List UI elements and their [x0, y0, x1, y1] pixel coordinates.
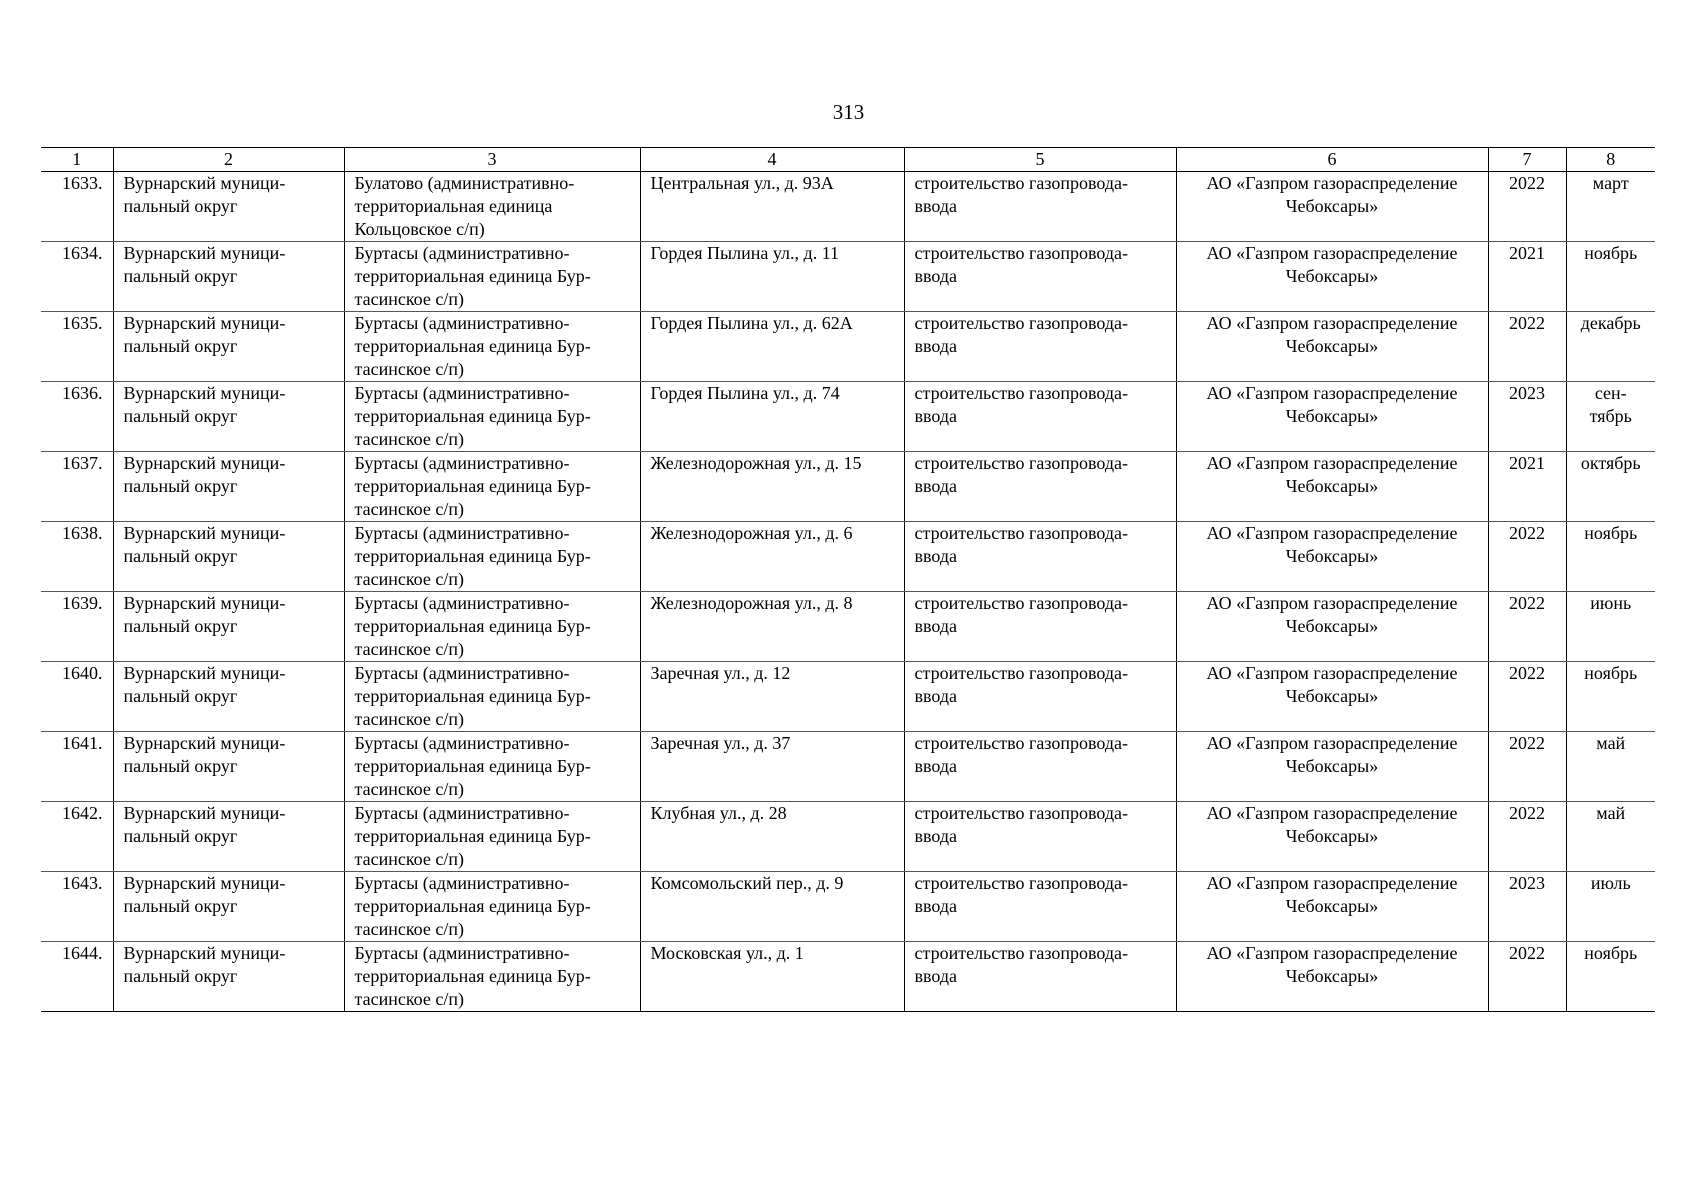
organization-cell-line: АО «Газпром газораспределение	[1206, 803, 1458, 823]
work-type-cell	[904, 942, 1176, 1012]
work-type-cell-line: строительство газопровода-	[914, 943, 1128, 963]
work-type-cell-line: ввода	[914, 896, 958, 916]
work-type-cell	[904, 732, 1176, 802]
work-type-cell-line: ввода	[914, 686, 958, 706]
year-cell: 2022	[1488, 802, 1566, 872]
settlement-cell	[344, 382, 640, 452]
address-cell: Железнодорожная ул., д. 6	[640, 522, 904, 592]
month-cell	[1566, 942, 1655, 1012]
organization-cell	[1176, 592, 1488, 662]
table-row	[41, 872, 1655, 942]
settlement-cell	[344, 522, 640, 592]
organization-cell	[1176, 382, 1488, 452]
organization-cell-line: АО «Газпром газораспределение	[1206, 453, 1458, 473]
work-type-cell	[904, 592, 1176, 662]
district-cell	[113, 802, 344, 872]
month-cell	[1566, 522, 1655, 592]
district-cell-line: пальный округ	[123, 476, 238, 496]
work-type-cell	[904, 382, 1176, 452]
settlement-cell-line: Булатово (административно-	[354, 173, 575, 193]
work-type-cell	[904, 522, 1176, 592]
column-header-4: 4	[640, 148, 904, 172]
organization-cell-line: АО «Газпром газораспределение	[1206, 873, 1458, 893]
organization-cell	[1176, 802, 1488, 872]
work-type-cell-line: ввода	[914, 476, 958, 496]
table-row	[41, 942, 1655, 1012]
organization-cell-line: Чебоксары»	[1285, 756, 1379, 776]
organization-cell-line: Чебоксары»	[1285, 546, 1379, 566]
work-type-cell	[904, 242, 1176, 312]
work-type-cell-line: строительство газопровода-	[914, 663, 1128, 683]
month-cell-line: тябрь	[1589, 406, 1632, 426]
district-cell-line: пальный округ	[123, 336, 238, 356]
organization-cell-line: Чебоксары»	[1285, 406, 1379, 426]
work-type-cell-line: ввода	[914, 336, 958, 356]
work-type-cell	[904, 802, 1176, 872]
settlement-cell-line: тасинское с/п)	[354, 499, 464, 519]
settlement-cell-line: тасинское с/п)	[354, 429, 464, 449]
district-cell	[113, 942, 344, 1012]
work-type-cell-line: ввода	[914, 826, 958, 846]
month-cell	[1566, 662, 1655, 732]
header-row	[41, 148, 1655, 172]
row-number-cell: 1634.	[41, 242, 113, 312]
work-type-cell-line: строительство газопровода-	[914, 453, 1128, 473]
table-row	[41, 522, 1655, 592]
organization-cell	[1176, 872, 1488, 942]
month-cell	[1566, 312, 1655, 382]
work-type-cell-line: ввода	[914, 966, 958, 986]
district-cell	[113, 312, 344, 382]
settlement-cell-line: территориальная единица Бур-	[354, 826, 591, 846]
settlement-cell-line: территориальная единица Бур-	[354, 686, 591, 706]
table-row	[41, 592, 1655, 662]
district-cell	[113, 872, 344, 942]
work-type-cell-line: строительство газопровода-	[914, 243, 1128, 263]
organization-cell-line: АО «Газпром газораспределение	[1206, 943, 1458, 963]
month-cell-line: декабрь	[1580, 313, 1641, 333]
organization-cell-line: Чебоксары»	[1285, 896, 1379, 916]
settlement-cell-line: территориальная единица	[354, 196, 553, 216]
work-type-cell	[904, 312, 1176, 382]
month-cell-line: июнь	[1590, 593, 1632, 613]
address-cell: Железнодорожная ул., д. 8	[640, 592, 904, 662]
year-cell: 2022	[1488, 592, 1566, 662]
district-cell-line: Вурнарский муници-	[123, 173, 286, 193]
row-number-cell: 1644.	[41, 942, 113, 1012]
organization-cell-line: Чебоксары»	[1285, 336, 1379, 356]
address-cell: Заречная ул., д. 37	[640, 732, 904, 802]
organization-cell-line: Чебоксары»	[1285, 476, 1379, 496]
row-number-cell: 1643.	[41, 872, 113, 942]
table-row	[41, 732, 1655, 802]
organization-cell-line: АО «Газпром газораспределение	[1206, 313, 1458, 333]
row-number-cell: 1642.	[41, 802, 113, 872]
settlement-cell	[344, 942, 640, 1012]
work-type-cell-line: ввода	[914, 196, 958, 216]
month-cell	[1566, 242, 1655, 312]
settlement-cell-line: Кольцовское с/п)	[354, 219, 485, 239]
work-type-cell	[904, 452, 1176, 522]
organization-cell-line: Чебоксары»	[1285, 266, 1379, 286]
settlement-cell	[344, 802, 640, 872]
organization-cell	[1176, 732, 1488, 802]
month-cell-line: ноябрь	[1584, 243, 1638, 263]
table-body	[41, 172, 1655, 1012]
month-cell-line: ноябрь	[1584, 523, 1638, 543]
work-type-cell-line: ввода	[914, 616, 958, 636]
settlement-cell-line: тасинское с/п)	[354, 359, 464, 379]
organization-cell	[1176, 452, 1488, 522]
row-number-cell: 1641.	[41, 732, 113, 802]
settlement-cell	[344, 732, 640, 802]
district-cell-line: Вурнарский муници-	[123, 523, 286, 543]
month-cell-line: сен-	[1594, 383, 1627, 403]
organization-cell-line: АО «Газпром газораспределение	[1206, 243, 1458, 263]
address-cell: Комсомольский пер., д. 9	[640, 872, 904, 942]
address-cell: Железнодорожная ул., д. 15	[640, 452, 904, 522]
month-cell	[1566, 802, 1655, 872]
work-type-cell-line: ввода	[914, 266, 958, 286]
table-row	[41, 662, 1655, 732]
settlement-cell-line: территориальная единица Бур-	[354, 546, 591, 566]
column-header-6: 6	[1176, 148, 1488, 172]
work-type-cell-line: строительство газопровода-	[914, 313, 1128, 333]
organization-cell-line: Чебоксары»	[1285, 686, 1379, 706]
address-cell: Центральная ул., д. 93А	[640, 172, 904, 242]
settlement-cell-line: Буртасы (административно-	[354, 593, 570, 613]
month-cell-line: ноябрь	[1584, 663, 1638, 683]
work-type-cell-line: ввода	[914, 546, 958, 566]
district-cell-line: пальный округ	[123, 686, 238, 706]
settlement-cell-line: Буртасы (административно-	[354, 313, 570, 333]
address-cell: Московская ул., д. 1	[640, 942, 904, 1012]
district-cell	[113, 662, 344, 732]
registry-table	[41, 147, 1655, 1012]
month-cell-line: май	[1596, 733, 1626, 753]
work-type-cell-line: строительство газопровода-	[914, 523, 1128, 543]
settlement-cell-line: тасинское с/п)	[354, 289, 464, 309]
district-cell-line: пальный округ	[123, 826, 238, 846]
settlement-cell-line: Буртасы (административно-	[354, 383, 570, 403]
work-type-cell-line: строительство газопровода-	[914, 593, 1128, 613]
year-cell: 2021	[1488, 452, 1566, 522]
column-header-5: 5	[904, 148, 1176, 172]
work-type-cell-line: строительство газопровода-	[914, 873, 1128, 893]
settlement-cell	[344, 662, 640, 732]
district-cell-line: пальный округ	[123, 266, 238, 286]
organization-cell-line: АО «Газпром газораспределение	[1206, 663, 1458, 683]
month-cell-line: октябрь	[1580, 453, 1641, 473]
work-type-cell-line: строительство газопровода-	[914, 173, 1128, 193]
organization-cell-line: АО «Газпром газораспределение	[1206, 733, 1458, 753]
settlement-cell-line: территориальная единица Бур-	[354, 896, 591, 916]
month-cell-line: ноябрь	[1584, 943, 1638, 963]
settlement-cell-line: территориальная единица Бур-	[354, 406, 591, 426]
district-cell-line: пальный округ	[123, 756, 238, 776]
settlement-cell-line: тасинское с/п)	[354, 639, 464, 659]
work-type-cell	[904, 662, 1176, 732]
settlement-cell-line: Буртасы (административно-	[354, 803, 570, 823]
column-header-3: 3	[344, 148, 640, 172]
work-type-cell-line: ввода	[914, 756, 958, 776]
organization-cell	[1176, 942, 1488, 1012]
address-cell: Гордея Пылина ул., д. 11	[640, 242, 904, 312]
organization-cell-line: АО «Газпром газораспределение	[1206, 523, 1458, 543]
row-number-cell: 1638.	[41, 522, 113, 592]
year-cell: 2022	[1488, 522, 1566, 592]
address-cell: Гордея Пылина ул., д. 74	[640, 382, 904, 452]
organization-cell	[1176, 522, 1488, 592]
organization-cell-line: Чебоксары»	[1285, 966, 1379, 986]
work-type-cell-line: строительство газопровода-	[914, 733, 1128, 753]
district-cell-line: Вурнарский муници-	[123, 313, 286, 333]
year-cell: 2022	[1488, 662, 1566, 732]
row-number-cell: 1635.	[41, 312, 113, 382]
district-cell	[113, 732, 344, 802]
table-row	[41, 382, 1655, 452]
column-header-8: 8	[1566, 148, 1655, 172]
year-cell: 2023	[1488, 872, 1566, 942]
month-cell	[1566, 732, 1655, 802]
district-cell	[113, 382, 344, 452]
settlement-cell-line: тасинское с/п)	[354, 569, 464, 589]
district-cell-line: пальный округ	[123, 616, 238, 636]
settlement-cell	[344, 592, 640, 662]
settlement-cell-line: тасинское с/п)	[354, 779, 464, 799]
year-cell: 2022	[1488, 312, 1566, 382]
table-row	[41, 242, 1655, 312]
district-cell-line: Вурнарский муници-	[123, 383, 286, 403]
district-cell-line: Вурнарский муници-	[123, 733, 286, 753]
year-cell: 2022	[1488, 942, 1566, 1012]
year-cell: 2021	[1488, 242, 1566, 312]
settlement-cell-line: Буртасы (административно-	[354, 943, 570, 963]
work-type-cell-line: ввода	[914, 406, 958, 426]
work-type-cell	[904, 172, 1176, 242]
column-header-2: 2	[113, 148, 344, 172]
settlement-cell-line: тасинское с/п)	[354, 989, 464, 1009]
organization-cell-line: Чебоксары»	[1285, 616, 1379, 636]
year-cell: 2022	[1488, 732, 1566, 802]
row-number-cell: 1636.	[41, 382, 113, 452]
work-type-cell-line: строительство газопровода-	[914, 383, 1128, 403]
month-cell	[1566, 172, 1655, 242]
settlement-cell-line: Буртасы (административно-	[354, 453, 570, 473]
district-cell-line: Вурнарский муници-	[123, 243, 286, 263]
month-cell-line: март	[1592, 173, 1629, 193]
settlement-cell	[344, 872, 640, 942]
settlement-cell-line: Буртасы (административно-	[354, 663, 570, 683]
organization-cell-line: АО «Газпром газораспределение	[1206, 173, 1458, 193]
district-cell-line: Вурнарский муници-	[123, 873, 286, 893]
organization-cell-line: Чебоксары»	[1285, 196, 1379, 216]
year-cell: 2022	[1488, 172, 1566, 242]
address-cell: Клубная ул., д. 28	[640, 802, 904, 872]
row-number-cell: 1639.	[41, 592, 113, 662]
district-cell-line: пальный округ	[123, 966, 238, 986]
page-number: 313	[832, 100, 865, 124]
organization-cell	[1176, 172, 1488, 242]
settlement-cell-line: территориальная единица Бур-	[354, 966, 591, 986]
settlement-cell-line: тасинское с/п)	[354, 919, 464, 939]
table-row	[41, 312, 1655, 382]
settlement-cell-line: тасинское с/п)	[354, 709, 464, 729]
column-header-1: 1	[41, 148, 113, 172]
settlement-cell	[344, 312, 640, 382]
table-row	[41, 172, 1655, 242]
district-cell	[113, 522, 344, 592]
organization-cell	[1176, 242, 1488, 312]
district-cell	[113, 172, 344, 242]
settlement-cell	[344, 452, 640, 522]
settlement-cell-line: территориальная единица Бур-	[354, 476, 591, 496]
organization-cell-line: АО «Газпром газораспределение	[1206, 383, 1458, 403]
district-cell-line: Вурнарский муници-	[123, 663, 286, 683]
month-cell-line: май	[1596, 803, 1626, 823]
month-cell	[1566, 452, 1655, 522]
district-cell-line: пальный округ	[123, 896, 238, 916]
month-cell	[1566, 872, 1655, 942]
settlement-cell-line: территориальная единица Бур-	[354, 336, 591, 356]
row-number-cell: 1640.	[41, 662, 113, 732]
organization-cell-line: Чебоксары»	[1285, 826, 1379, 846]
organization-cell-line: АО «Газпром газораспределение	[1206, 593, 1458, 613]
address-cell: Заречная ул., д. 12	[640, 662, 904, 732]
table-row	[41, 452, 1655, 522]
settlement-cell-line: Буртасы (административно-	[354, 873, 570, 893]
work-type-cell-line: строительство газопровода-	[914, 803, 1128, 823]
row-number-cell: 1633.	[41, 172, 113, 242]
settlement-cell-line: территориальная единица Бур-	[354, 756, 591, 776]
month-cell	[1566, 382, 1655, 452]
district-cell-line: Вурнарский муници-	[123, 593, 286, 613]
district-cell-line: Вурнарский муници-	[123, 943, 286, 963]
organization-cell	[1176, 312, 1488, 382]
district-cell-line: пальный округ	[123, 406, 238, 426]
year-cell: 2023	[1488, 382, 1566, 452]
district-cell-line: Вурнарский муници-	[123, 453, 286, 473]
organization-cell	[1176, 662, 1488, 732]
settlement-cell-line: Буртасы (административно-	[354, 733, 570, 753]
settlement-cell-line: территориальная единица Бур-	[354, 266, 591, 286]
address-cell: Гордея Пылина ул., д. 62А	[640, 312, 904, 382]
month-cell	[1566, 592, 1655, 662]
month-cell-line: июль	[1590, 873, 1631, 893]
district-cell-line: Вурнарский муници-	[123, 803, 286, 823]
district-cell	[113, 242, 344, 312]
settlement-cell-line: территориальная единица Бур-	[354, 616, 591, 636]
work-type-cell	[904, 872, 1176, 942]
district-cell	[113, 592, 344, 662]
settlement-cell-line: Буртасы (административно-	[354, 243, 570, 263]
district-cell	[113, 452, 344, 522]
district-cell-line: пальный округ	[123, 546, 238, 566]
district-cell-line: пальный округ	[123, 196, 238, 216]
column-header-7: 7	[1488, 148, 1566, 172]
settlement-cell	[344, 172, 640, 242]
row-number-cell: 1637.	[41, 452, 113, 522]
table-row	[41, 802, 1655, 872]
settlement-cell-line: Буртасы (административно-	[354, 523, 570, 543]
settlement-cell	[344, 242, 640, 312]
settlement-cell-line: тасинское с/п)	[354, 849, 464, 869]
